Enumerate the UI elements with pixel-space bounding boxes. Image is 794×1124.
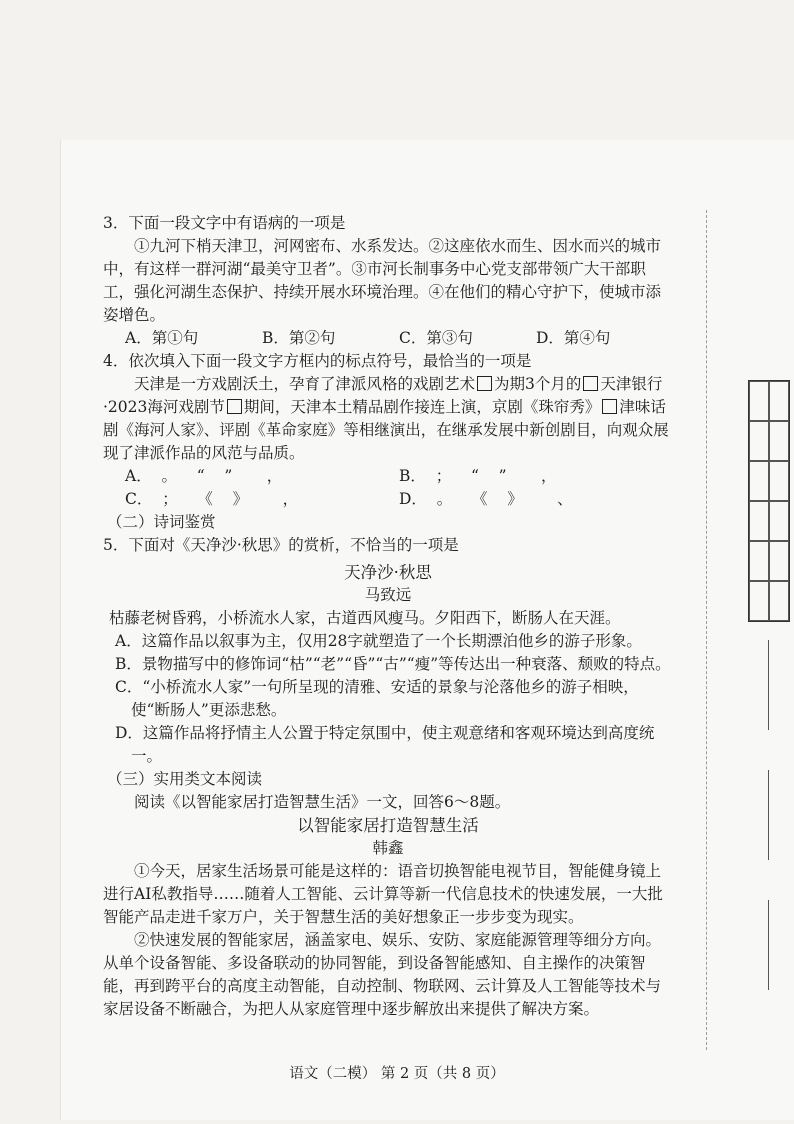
blank-box: [227, 399, 242, 414]
article-para-1: ①今天，居家生活场景可能是这样的：语音切换智能电视节目，智能健身镜上进行AI私教指导……随着人工智能、云计算等新一代信息技术的快速发展，一大批智能产品走进千家万户，关于智慧生活的美好想象正一步步变为现实。: [103, 862, 663, 926]
q3-option-d: D．第④句: [536, 329, 611, 347]
section-poetry-heading: （二）诗词鉴赏: [107, 513, 216, 531]
poem-title: 天净沙·秋思: [344, 563, 432, 582]
poem-text: 枯藤老树昏鸦，小桥流水人家，古道西风瘦马。夕阳西下，断肠人在天涯。: [109, 609, 621, 627]
q4-option-b: B． ； “ ” ，: [399, 467, 557, 485]
q4-passage: [103, 373, 673, 465]
fill-line: [768, 640, 769, 730]
seat-number-grid: [748, 380, 790, 622]
q4-text-1: 天津是一方戏剧沃土，孕育了津派风格的戏剧艺术: [134, 375, 476, 393]
blank-box: [477, 376, 492, 391]
q3-option-a: A．第①句: [125, 329, 199, 347]
q4-option-c: C． ； 《 》 ，: [125, 490, 299, 508]
q5-option-b: B．景物描写中的修饰词“枯”“老”“昏”“古”“瘦”等传达出一种衰落、颓败的特点。: [115, 655, 671, 673]
seal-line: [706, 210, 707, 1050]
fill-line: [768, 770, 769, 860]
q3-options: [103, 327, 673, 350]
q4-text-3: 天津银行·2023海河戏剧节: [103, 375, 663, 416]
q5-option-a: A．这篇作品以叙事为主，仅用28字就塑造了一个长期漂泊他乡的游子形象。: [115, 632, 642, 650]
section-practical-heading: （三）实用类文本阅读: [107, 770, 263, 788]
q5-stem: 5．下面对《天净沙·秋思》的赏析，不恰当的一项是: [103, 536, 459, 554]
q4-text-5: 津味话剧《海河人家》、评剧《革命家庭》等相继演出，在继承发展中新创剧目，向观众展现了津派作品的风范与品质。: [103, 398, 669, 462]
reading-intro: 阅读《以智能家居打造智慧生活》一文，回答6～8题。: [134, 793, 511, 811]
q5-option-d: D．这篇作品将抒情主人公置于特定氛围中，使主观意绪和客观环境达到高度统一。: [115, 724, 655, 765]
article-author: 韩鑫: [372, 839, 404, 857]
q4-options-row1: [103, 465, 673, 488]
blank-box: [602, 399, 617, 414]
q4-text-2: 为期3个月的: [494, 375, 582, 393]
q3-option-c: C．第③句: [399, 329, 473, 347]
q4-text-4: 期间，天津本土精品剧作接连上演，京剧《珠帘秀》: [243, 398, 601, 416]
article-para-2: ②快速发展的智能家居，涵盖家电、娱乐、安防、家庭能源管理等细分方向。从单个设备智能、多设备联动的协同智能，到设备智能感知、自主操作的决策智能，再到跨平台的高度主动智能，自动控制、物联网、云计算及人工智能等技术与家居设备不断融合，为把人从家庭管理中逐步解放出来提供了解决方案。: [103, 931, 662, 1018]
blank-box: [583, 376, 598, 391]
binding-strip: [676, 170, 794, 1110]
q4-option-a: A． 。 “ ” ，: [125, 467, 283, 485]
q4-options-row2: [103, 488, 673, 511]
q3-stem: 3．下面一段文字中有语病的一项是: [103, 214, 346, 232]
question-column: [103, 212, 673, 1021]
page-footer: 语文（二模） 第 2 页（共 8 页）: [289, 1066, 505, 1082]
article-title: 以智能家居打造智慧生活: [297, 816, 479, 835]
q3-option-b: B．第②句: [262, 329, 336, 347]
q4-option-d: D． 。 《 》 、: [399, 490, 573, 508]
poem-author: 马致远: [364, 586, 412, 604]
fill-line: [768, 900, 769, 990]
q4-stem: 4．依次填入下面一段文字方框内的标点符号，最恰当的一项是: [103, 352, 532, 370]
q5-option-c: C．“小桥流水人家”一句所呈现的清雅、安适的景象与沦落他乡的游子相映，使“断肠人”更添悲愁。: [115, 678, 639, 719]
q3-passage: ①九河下梢天津卫，河网密布、水系发达。②这座依水而生、因水而兴的城市中，有这样一群河湖“最美守卫者”。③市河长制事务中心党支部带领广大干部职工，强化河湖生态保护、持续开展水环境治理。④在他们的精心守护下，使城市添姿增色。: [103, 237, 662, 324]
